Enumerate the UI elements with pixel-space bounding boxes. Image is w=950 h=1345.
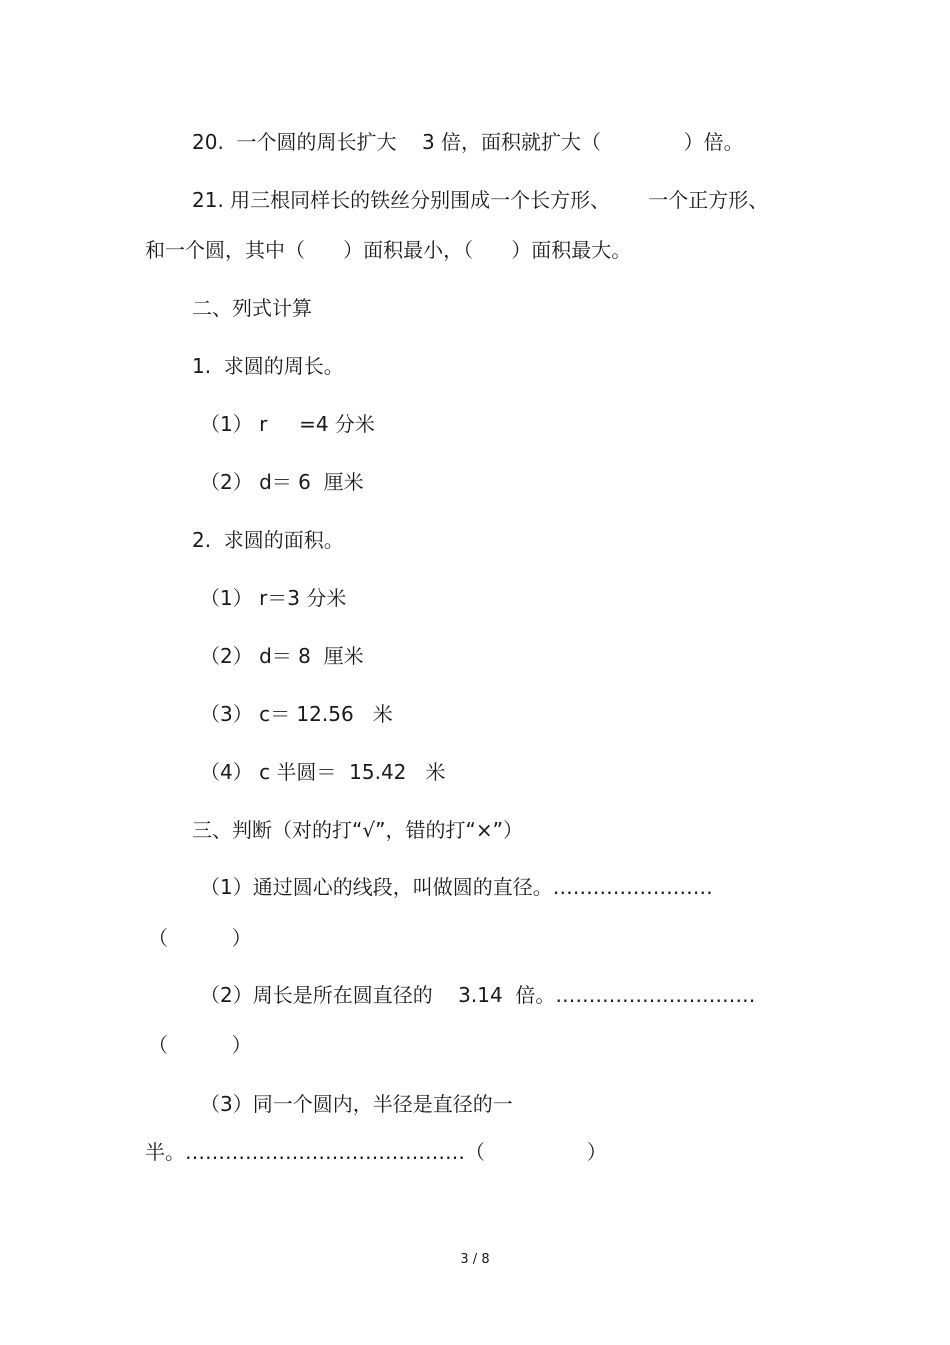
problem-2-item-4: （4） c 半圆＝ 15.42 米 xyxy=(200,760,446,784)
problem-2-item-2: （2） d＝ 8 厘米 xyxy=(200,644,364,668)
page-number: 3 / 8 xyxy=(460,1252,490,1267)
problem-2-item-3: （3） c＝ 12.56 米 xyxy=(200,702,393,726)
judgement-2: （2）周长是所在圆直径的 3.14 倍。………………………… xyxy=(200,983,756,1007)
problem-1-heading: 1. 求圆的周长。 xyxy=(192,354,344,378)
problem-1-item-1: （1） r =4 分米 xyxy=(200,412,375,436)
judgement-1-answer: （ ） xyxy=(148,926,252,950)
question-21-line-1: 21. 用三根同样长的铁丝分别围成一个长方形、 一个正方形、 xyxy=(192,188,769,212)
problem-2-item-1: （1） r＝3 分米 xyxy=(200,586,347,610)
problem-1-item-2: （2） d＝ 6 厘米 xyxy=(200,470,364,494)
problem-2-heading: 2. 求圆的面积。 xyxy=(192,528,344,552)
question-20: 20. 一个圆的周长扩大 3 倍，面积就扩大（ ）倍。 xyxy=(192,130,744,154)
judgement-2-answer: （ ） xyxy=(148,1033,252,1057)
section-heading-judgement: 三、判断（对的打“√”，错的打“×”） xyxy=(192,818,523,842)
question-21-line-2: 和一个圆，其中（ ）面积最小，（ ）面积最大。 xyxy=(145,238,632,262)
section-heading-calculation: 二、列式计算 xyxy=(192,296,312,320)
judgement-1: （1）通过圆心的线段，叫做圆的直径。…………………… xyxy=(200,875,713,899)
judgement-3-line-1: （3）同一个圆内，半径是直径的一 xyxy=(200,1092,513,1116)
judgement-3-line-2: 半。……………………………………（ ） xyxy=(145,1140,607,1164)
